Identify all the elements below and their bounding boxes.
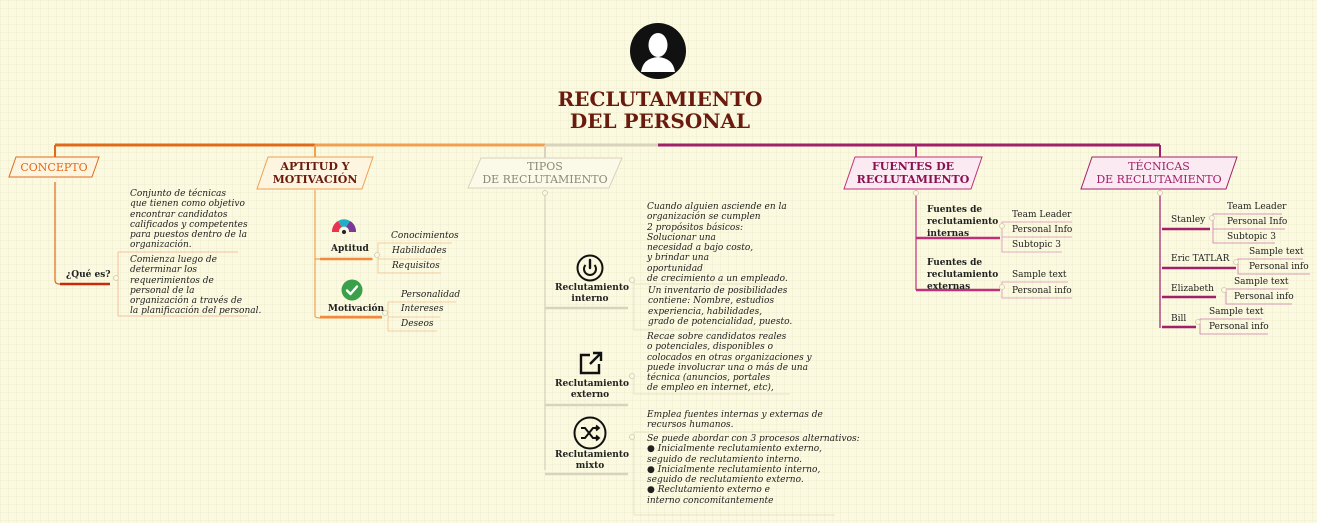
mixto-node[interactable]: Reclutamiento mixto	[555, 450, 630, 471]
motivacion-item[interactable]: Deseos	[401, 319, 434, 329]
aptitud-item[interactable]: Conocimientos	[391, 231, 459, 241]
mixto-text-1: Emplea fuentes internas y externas de recursos humanos.	[647, 410, 823, 431]
fuentes-header[interactable]: FUENTES DE RECLUTAMIENTO	[843, 156, 983, 190]
fuentes-externas-node[interactable]: Fuentes de reclutamiento externas	[927, 258, 999, 292]
shuffle-icon	[573, 416, 607, 450]
aptitud-node[interactable]: Aptitud	[331, 244, 369, 254]
interno-text-2: Un inventario de posibilidades contiene: Nombre, estudios experiencia, habilidades, grado de potencialidad, puesto.	[648, 286, 793, 327]
concepto-text-1: Conjunto de técnicas que tienen como objetivo encontrar candidatos calificados y competentes para puestos dentro de la organización.	[130, 189, 248, 251]
aptitud-header[interactable]: APTITUD Y MOTIVACIÓN	[256, 156, 374, 190]
gauge-icon	[331, 215, 357, 235]
user-icon	[629, 22, 687, 80]
fuentes-internas-item[interactable]: Team Leader	[1012, 210, 1072, 220]
externo-text: Recae sobre candidatos reales o potenciales, disponibles o colocados en otras organizaciones y puede involucrar una o más de una técnica (anuncios, portales de empleo en internet, etc),	[647, 332, 812, 394]
page-title: RECLUTAMIENTO DEL PERSONAL	[557, 87, 763, 133]
tecnicas-person-item[interactable]: Personal Info	[1227, 217, 1288, 227]
external-link-icon	[578, 350, 604, 376]
concepto-header[interactable]: CONCEPTO	[8, 156, 100, 178]
fuentes-internas-item[interactable]: Subtopic 3	[1012, 240, 1062, 250]
tecnicas-person-item[interactable]: Subtopic 3	[1227, 232, 1277, 242]
tecnicas-header[interactable]: TÉCNICAS DE RECLUTAMIENTO	[1080, 156, 1238, 190]
concepto-text-2: Comienza luego de determinar los requerimientos de personal de la organización a través de la planificación del personal.	[130, 255, 262, 317]
tecnicas-person[interactable]: Bill	[1171, 314, 1187, 324]
interno-node[interactable]: Reclutamiento interno	[555, 283, 630, 304]
externo-node[interactable]: Reclutamiento externo	[555, 379, 630, 400]
tipos-header[interactable]: TIPOS DE RECLUTAMIENTO	[467, 157, 623, 189]
tecnicas-person[interactable]: Stanley	[1171, 215, 1206, 225]
interno-text-1: Cuando alguien asciende en la organización se cumplen 2 propósitos básicos: Solucionar una necesidad a bajo costo, y brindar una oportunidad de crecimiento a un empleado.	[647, 202, 788, 285]
fuentes-internas-node[interactable]: Fuentes de reclutamiento internas	[927, 205, 999, 239]
tecnicas-person-item[interactable]: Sample text	[1249, 247, 1304, 257]
fuentes-internas-item[interactable]: Personal Info	[1012, 225, 1073, 235]
power-icon	[576, 254, 604, 282]
mixto-text-2: Se puede abordar con 3 procesos alternativos: ● Inicialmente reclutamiento externo, seguido de reclutamiento interno. ● Inicialmente reclutamiento interno, seguido de reclutamiento externo. ● Reclutamiento externo e interno concomitantemente	[647, 434, 860, 506]
fuentes-externas-item[interactable]: Personal info	[1012, 286, 1072, 296]
tecnicas-person-item[interactable]: Personal info	[1249, 262, 1309, 272]
fuentes-externas-item[interactable]: Sample text	[1012, 270, 1067, 280]
tecnicas-person-item[interactable]: Personal info	[1209, 322, 1269, 332]
motivacion-item[interactable]: Personalidad	[401, 290, 461, 300]
check-icon	[341, 279, 363, 301]
motivacion-node[interactable]: Motivación	[328, 304, 385, 314]
que-es-node[interactable]: ¿Qué es?	[66, 270, 111, 280]
tecnicas-person[interactable]: Elizabeth	[1171, 284, 1214, 294]
tecnicas-person-item[interactable]: Personal info	[1234, 292, 1294, 302]
aptitud-item[interactable]: Requisitos	[392, 261, 440, 271]
tecnicas-person-item[interactable]: Sample text	[1209, 307, 1264, 317]
motivacion-item[interactable]: Intereses	[401, 304, 444, 314]
tecnicas-person-item[interactable]: Sample text	[1234, 277, 1289, 287]
aptitud-item[interactable]: Habilidades	[392, 246, 447, 256]
tecnicas-person-item[interactable]: Team Leader	[1227, 202, 1287, 212]
tecnicas-person[interactable]: Eric TATLAR	[1171, 254, 1230, 264]
central-avatar	[629, 22, 687, 80]
